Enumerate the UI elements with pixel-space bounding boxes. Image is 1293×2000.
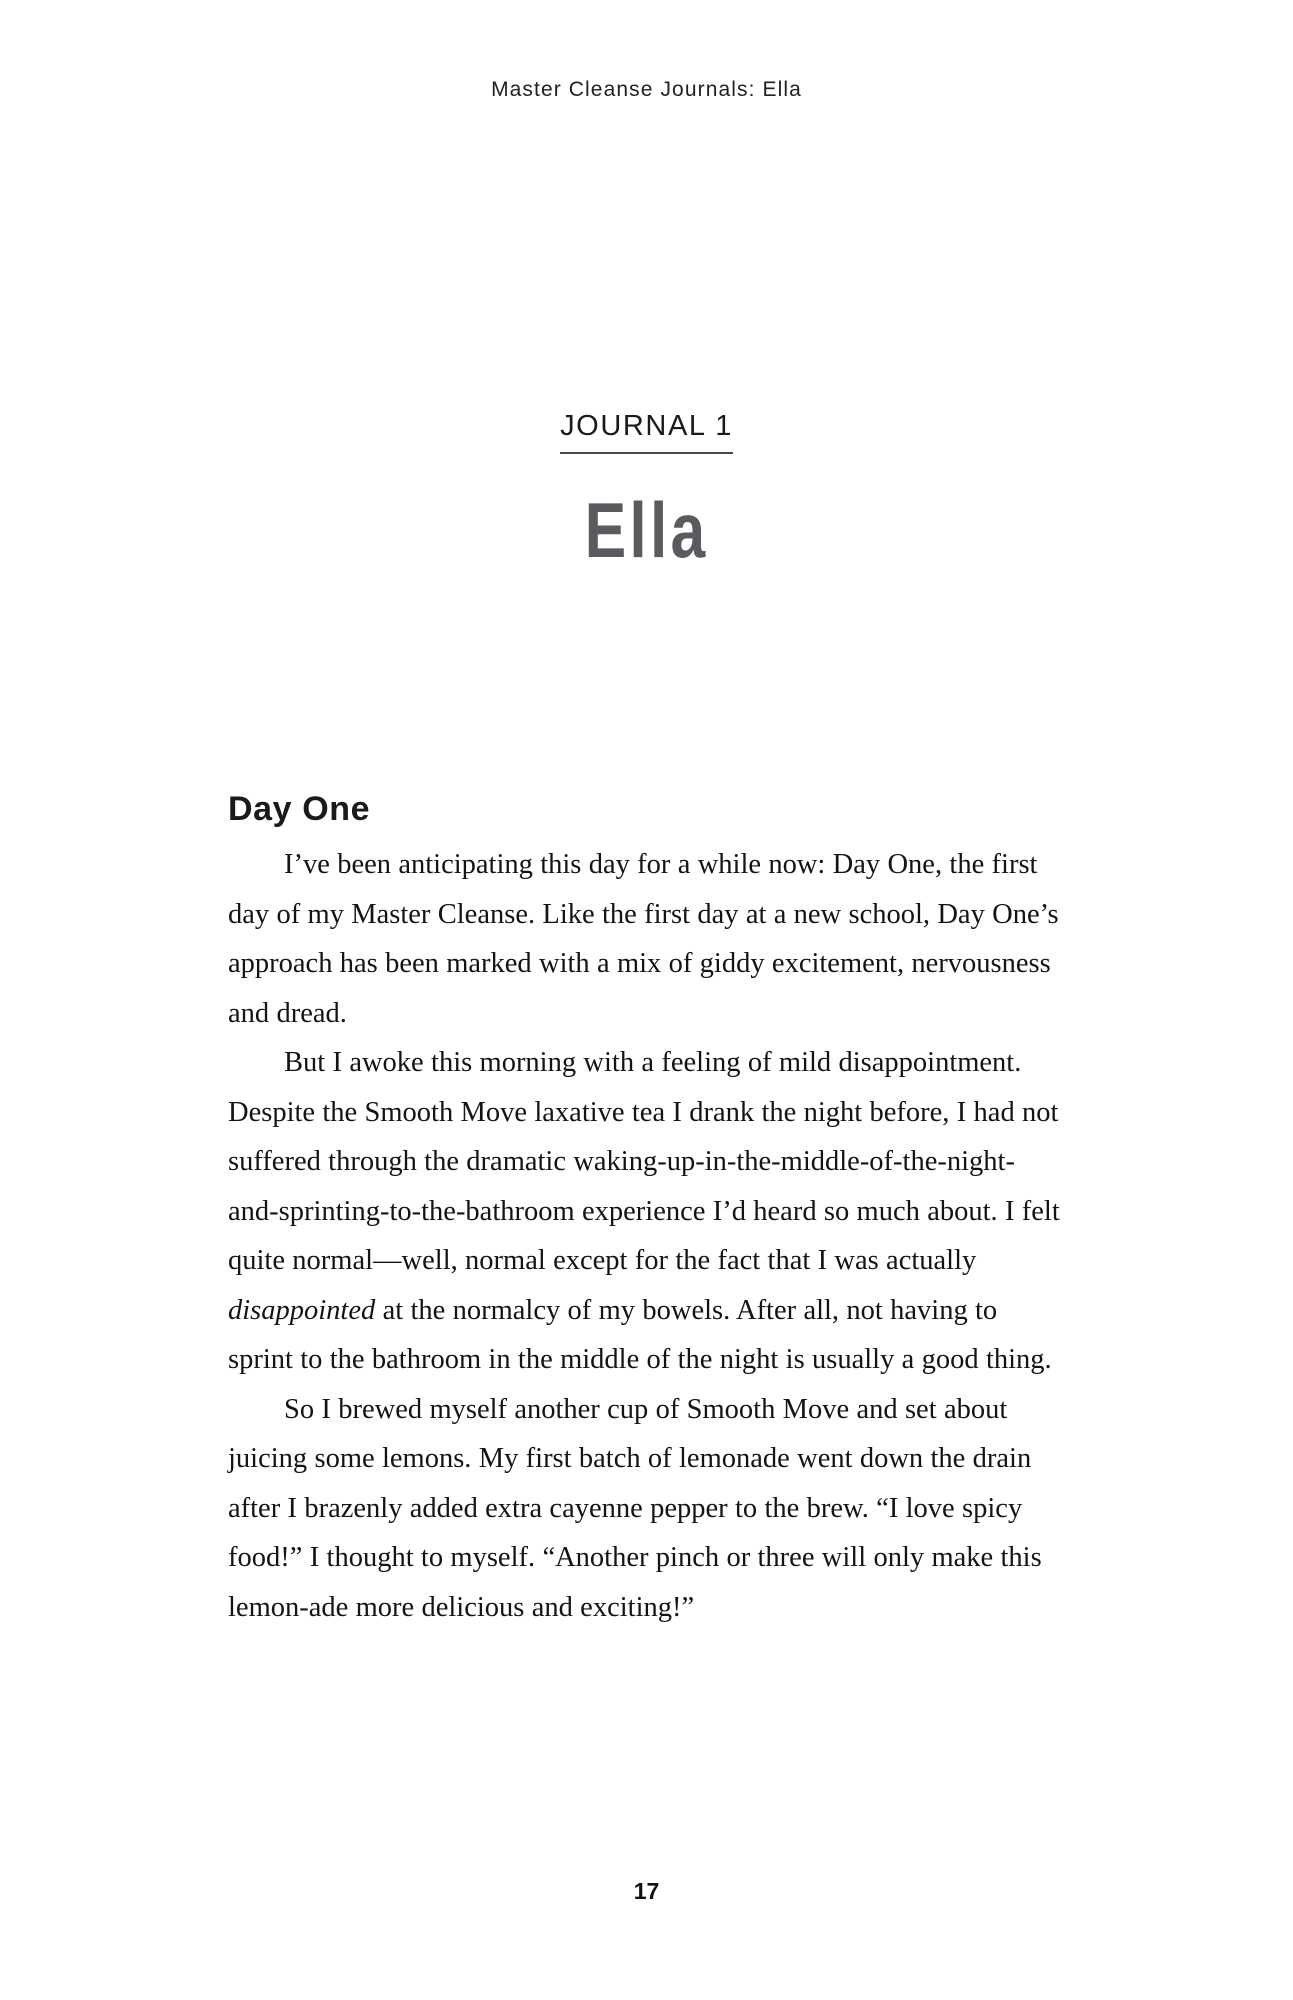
- page-number: 17: [633, 1878, 660, 1904]
- paragraph-2-italic-word: disappointed: [228, 1294, 376, 1326]
- chapter-title: Ella: [584, 486, 709, 574]
- chapter-opener: [0, 410, 1293, 572]
- paragraph-2-before-italic: But I awoke this morning with a feeling of mild disappointment. Despite the Smooth Move laxative tea I drank the night before, I had not suffered through the dramatic waking-up-in-the-middle-of-the-night-and-sprinting-to-the-bathroom experience I’d heard so much about. I felt quite normal—well, normal except for the fact that I was actually: [228, 1047, 1060, 1276]
- section-heading-day-one: Day One: [228, 790, 371, 828]
- paragraph-3: So I brewed myself another cup of Smooth Move and set about juicing some lemons. My first batch of lemonade went down the drain after I brazenly added extra cayenne pepper to the brew. “I love spicy food!” I thought to myself. “Another pinch or three will only make this lemon-ade more delicious and exciting!”: [228, 1393, 1042, 1623]
- paragraph-1: I’ve been anticipating this day for a while now: Day One, the first day of my Master Cleanse. Like the first day at a new school, Day One’s approach has been marked with a mix of giddy excitement, nervousness and dread.: [228, 849, 1059, 1029]
- paragraph-2: [228, 1038, 1064, 1385]
- paragraph-2-after-italic: at the normalcy of my bowels. After all, not having to sprint to the bathroom in the middle of the night is usually a good thing.: [228, 1294, 1052, 1375]
- running-head: Master Cleanse Journals: Ella: [491, 78, 802, 101]
- journal-number-label: JOURNAL 1: [560, 410, 733, 454]
- body-column: [228, 790, 1064, 1632]
